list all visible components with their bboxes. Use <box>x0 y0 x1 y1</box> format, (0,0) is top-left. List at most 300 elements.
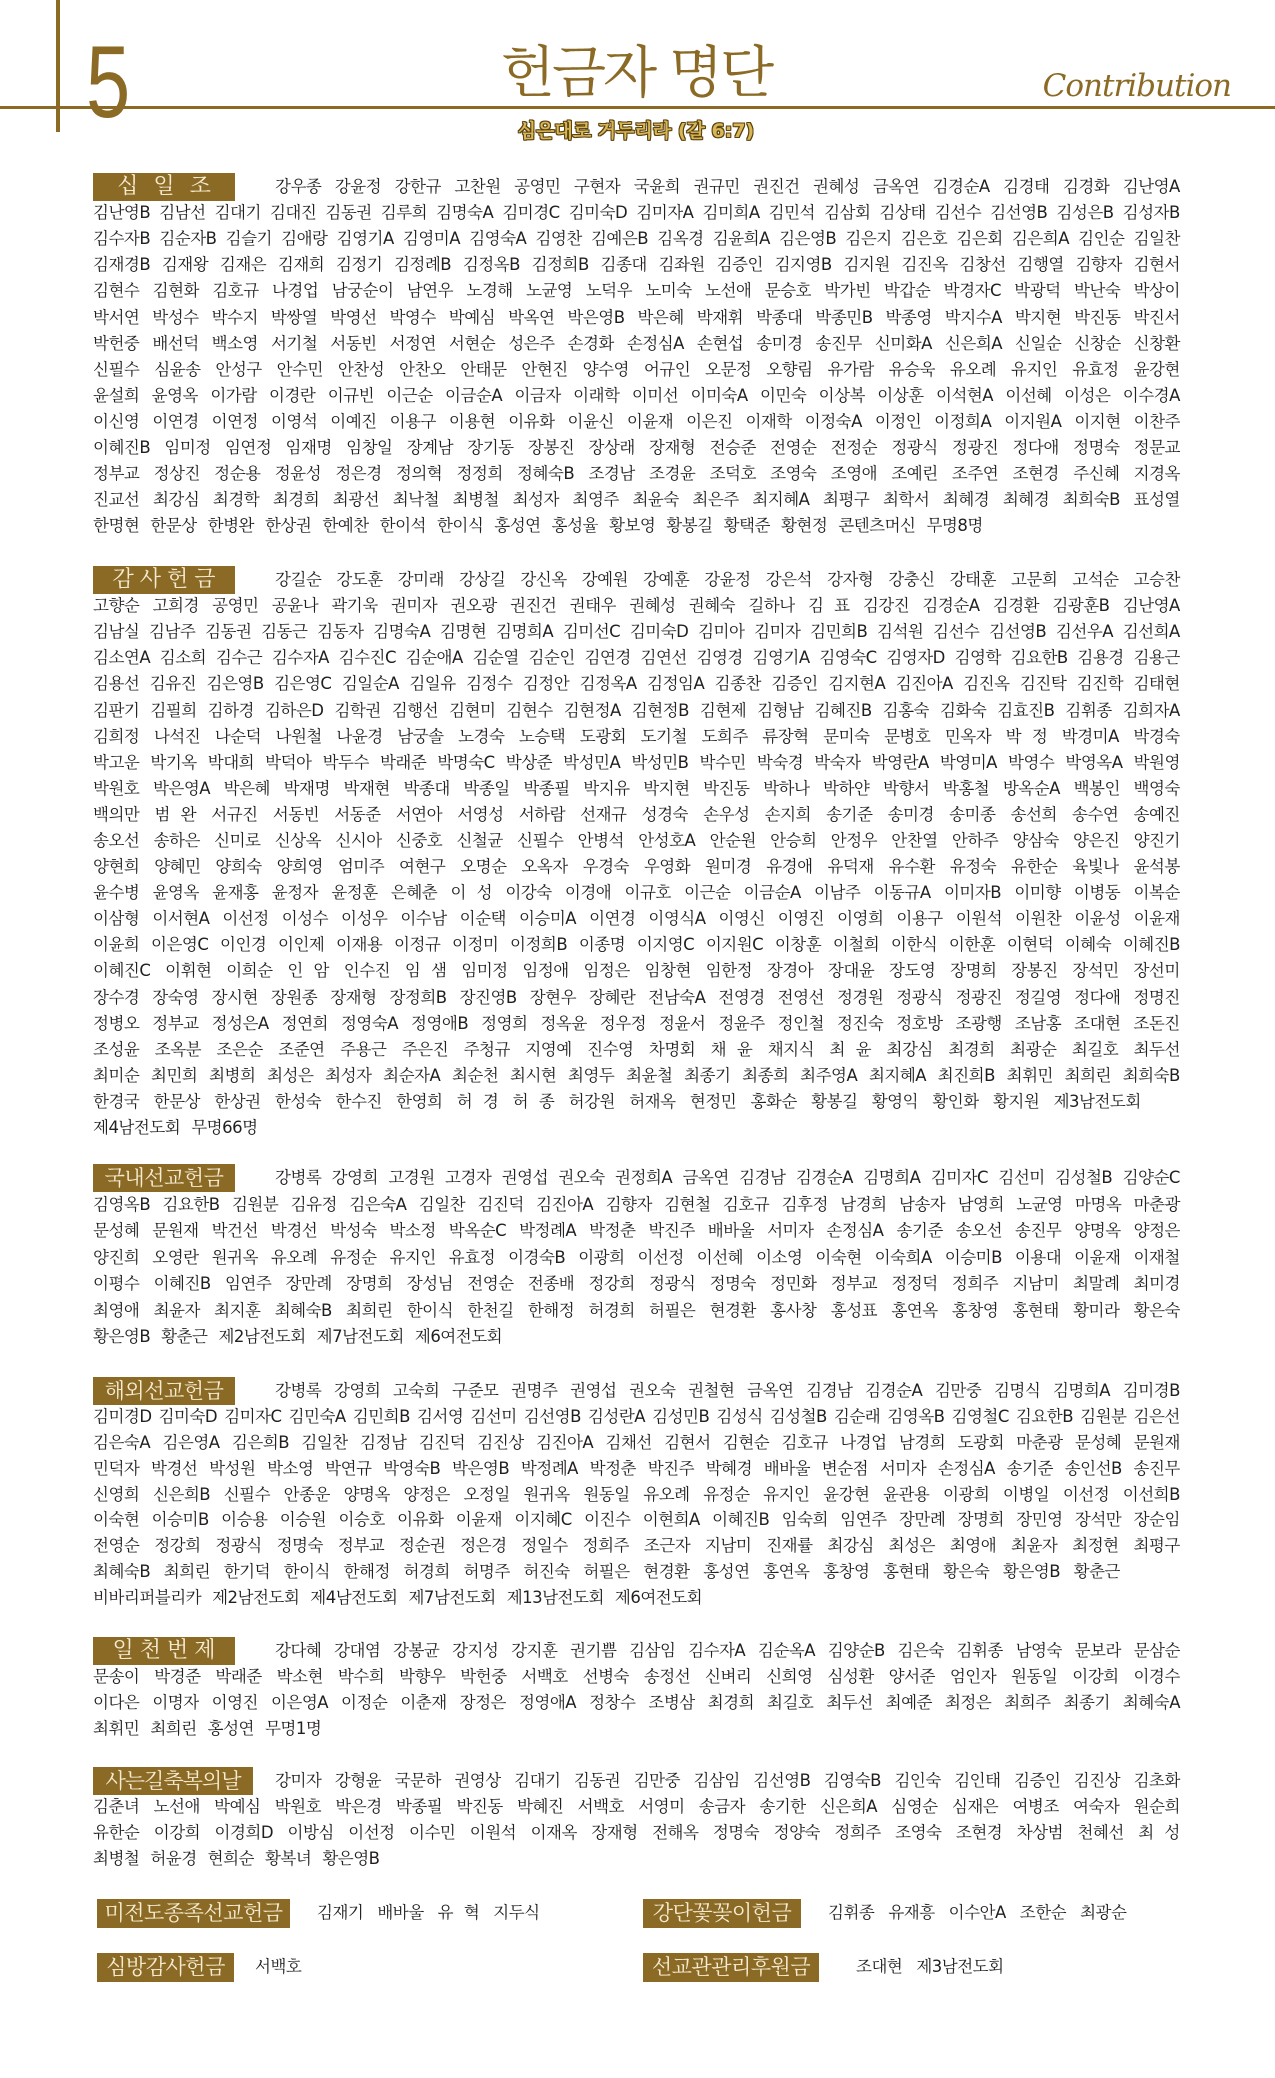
donor-name: 김미선C <box>562 622 621 642</box>
donor-name: 서동준 <box>334 804 381 824</box>
donor-name: 박상이 <box>1133 281 1180 301</box>
donor-name: 김재희 <box>277 255 325 275</box>
donor-name: 박진동 <box>456 1797 503 1816</box>
donor-name: 김형남 <box>757 700 804 720</box>
donor-name: 정순용 <box>214 464 261 484</box>
name-row <box>93 1037 1180 1063</box>
donor-name: 김진학 <box>1076 674 1124 694</box>
donor-name: 심영순 <box>891 1797 938 1816</box>
donor-name: 이윤재 <box>1074 1247 1121 1267</box>
donor-name: 이영진 <box>777 909 825 929</box>
donor-name: 신미화A <box>874 333 932 353</box>
donor-name: 이래학 <box>573 385 620 405</box>
donor-name: 박지현 <box>643 778 690 798</box>
donor-name: 유오례 <box>949 359 997 379</box>
donor-name: 강다혜 <box>275 1641 322 1660</box>
donor-name: 홍창영 <box>951 1300 999 1320</box>
donor-name: 서연아 <box>395 804 443 824</box>
donor-name: 김인숙 <box>894 1771 941 1790</box>
donor-name: 정광진 <box>951 437 999 457</box>
donor-name: 노덕우 <box>585 281 633 301</box>
donor-name: 지경옥 <box>1133 464 1180 484</box>
donor-name: 박정례A <box>519 1221 577 1241</box>
donor-name: 박예심 <box>214 1797 261 1816</box>
donor-name: 송예진 <box>1133 804 1180 824</box>
name-row <box>93 1768 1180 1794</box>
donor-name: 정희주 <box>951 1274 999 1294</box>
donor-name: 정순권 <box>399 1536 446 1556</box>
donor-name: 양은진 <box>1073 830 1120 850</box>
donor-name: 이혜진B <box>93 437 151 457</box>
donor-name: 김정남 <box>360 1432 407 1452</box>
donor-name: 김은희A <box>1011 229 1069 249</box>
donor-name: 김은회 <box>956 229 1003 249</box>
donor-name: 박고운 <box>93 752 140 772</box>
donor-name: 전영선 <box>777 987 824 1007</box>
donor-name: 최종희 <box>742 1065 789 1085</box>
donor-name: 윤정훈 <box>331 883 378 903</box>
donor-name: 지두식 <box>493 1903 540 1922</box>
donor-name: 박영미A <box>939 752 997 772</box>
donor-name: 송기준 <box>826 804 873 824</box>
name-row <box>93 278 1180 304</box>
donor-name: 이경숙B <box>508 1247 566 1267</box>
donor-name: 안성호A <box>638 830 696 850</box>
donor-name: 여병조 <box>1012 1797 1059 1816</box>
donor-name: 나원철 <box>275 726 322 746</box>
donor-name: 한이석 <box>379 516 426 536</box>
donor-name: 문송이 <box>93 1667 140 1686</box>
donor-name: 한이식 <box>283 1562 330 1582</box>
donor-name: 권혜숙 <box>688 596 736 616</box>
donor-name: 김대진 <box>269 203 317 223</box>
donor-name: 박경자C <box>943 281 1001 301</box>
donor-name: 최 성 <box>1138 1823 1180 1842</box>
donor-name: 홍성율 <box>551 516 598 536</box>
donor-name: 김미희A <box>702 203 760 223</box>
donor-name: 김민석 <box>768 203 815 223</box>
donor-name: 전정순 <box>830 437 878 457</box>
donor-name: 서규진 <box>211 804 258 824</box>
name-row <box>93 357 1180 383</box>
donor-name: 신필수 <box>93 359 140 379</box>
donor-name: 장숙영 <box>152 987 199 1007</box>
donor-name: 홍성연 <box>494 516 541 536</box>
donor-name: 김영숙A <box>469 229 527 249</box>
donor-name: 권정희A <box>615 1168 673 1188</box>
donor-name: 정강희 <box>588 1274 635 1294</box>
donor-name: 이재옥 <box>530 1823 577 1842</box>
donor-name: 장석민 <box>1072 961 1119 981</box>
donor-name: 김경남 <box>806 1380 853 1400</box>
donor-name: 강병록 <box>275 1168 322 1188</box>
donor-name: 김혜진B <box>814 700 872 720</box>
donor-name: 이창훈 <box>774 935 822 955</box>
donor-name: 박종민B <box>815 307 873 327</box>
donor-name: 이금순A <box>743 883 801 903</box>
donor-name: 김만중 <box>934 1380 982 1400</box>
donor-name: 최성은 <box>888 1536 935 1556</box>
donor-name: 어규인 <box>643 359 691 379</box>
donor-name: 한상권 <box>264 516 312 536</box>
donor-name: 김선미 <box>470 1406 517 1426</box>
donor-name: 김유정 <box>290 1194 337 1214</box>
donor-name: 박성숙 <box>330 1221 377 1241</box>
donor-name: 현경환 <box>709 1300 756 1320</box>
donor-name: 전영경 <box>718 987 765 1007</box>
donor-name: 정은경 <box>460 1536 507 1556</box>
donor-name: 남궁솔 <box>397 726 444 746</box>
donor-name: 박경선 <box>270 1221 318 1241</box>
donor-name: 문보라 <box>1074 1641 1121 1660</box>
name-row <box>93 252 1180 278</box>
donor-name: 신일순 <box>1015 333 1062 353</box>
donor-name: 허강원 <box>568 1091 615 1111</box>
name-row <box>93 1638 1180 1664</box>
donor-name: 이병일 <box>1002 1484 1050 1504</box>
donor-name: 이윤성 <box>1074 909 1121 929</box>
donor-name: 장대윤 <box>827 961 875 981</box>
donor-name: 최지혜A <box>868 1065 927 1085</box>
name-row <box>93 1507 1180 1533</box>
donor-name: 박종필 <box>523 778 570 798</box>
donor-name: 권기쁨 <box>570 1641 617 1660</box>
donor-name: 정희주 <box>582 1536 629 1556</box>
donor-name: 김재기 <box>317 1903 364 1922</box>
donor-name: 김선수 <box>933 622 980 642</box>
donor-name: 원동일 <box>1011 1667 1058 1686</box>
donor-name: 조영숙 <box>770 464 817 484</box>
donor-name: 한병완 <box>207 516 254 536</box>
donor-name: 한경국 <box>93 1091 140 1111</box>
donor-name: 황복녀 <box>264 1849 312 1868</box>
donor-name: 정민화 <box>770 1274 817 1294</box>
donor-name: 최두선 <box>1133 1039 1180 1059</box>
name-row <box>93 906 1180 932</box>
name-row <box>93 1115 1180 1141</box>
donor-name: 정혜숙B <box>517 464 575 484</box>
donor-name: 배바울 <box>707 1221 755 1241</box>
donor-name: 김현정B <box>631 700 689 720</box>
donor-name: 정윤서 <box>659 1013 706 1033</box>
donor-name: 김화숙 <box>939 700 987 720</box>
section-thousand-offering <box>93 1638 1180 1742</box>
donor-name: 홍현태 <box>1012 1300 1059 1320</box>
donor-name: 조은순 <box>216 1039 263 1059</box>
donor-name: 이용현 <box>448 411 496 431</box>
donor-name: 조돈진 <box>1133 1013 1180 1033</box>
donor-name: 김증인 <box>771 674 818 694</box>
donor-name: 송미경 <box>756 333 803 353</box>
donor-name: 유수환 <box>888 857 935 877</box>
name-row <box>93 487 1180 513</box>
donor-name: 김소연A <box>93 648 151 668</box>
donor-name: 안찬열 <box>891 830 938 850</box>
donor-name: 이삼형 <box>93 909 140 929</box>
donor-name: 전해옥 <box>652 1823 699 1842</box>
donor-name: 양진희 <box>93 1247 140 1267</box>
section-label: 사는길축복의날 <box>93 1767 253 1795</box>
donor-name: 한명현 <box>93 516 140 536</box>
donor-name: 이병동 <box>1073 883 1121 903</box>
donor-name: 김연경 <box>584 648 631 668</box>
donor-name: 윤관용 <box>883 1484 930 1504</box>
donor-name: 신은희A <box>819 1797 878 1816</box>
donor-name: 김성철B <box>769 1406 827 1426</box>
donor-name: 김미자C <box>930 1168 989 1188</box>
donor-name: 제7남전도회 <box>316 1327 404 1347</box>
donor-name: 최윤숙 <box>632 490 679 510</box>
donor-name: 김영철C <box>951 1406 1009 1426</box>
donor-name: 손우성 <box>703 804 750 824</box>
donor-name: 송수연 <box>1072 804 1119 824</box>
donor-name: 신미로 <box>214 830 261 850</box>
donor-name: 김유진 <box>149 674 197 694</box>
donor-name: 신영희 <box>93 1484 140 1504</box>
donor-name: 조경윤 <box>649 464 696 484</box>
donor-name: 송기준 <box>896 1221 943 1241</box>
name-row <box>93 1192 1180 1219</box>
donor-name: 손정심A <box>937 1458 995 1478</box>
donor-name: 이영석 <box>270 411 318 431</box>
donor-name: 최병철 <box>93 1849 140 1868</box>
donor-name: 이금자 <box>514 385 561 405</box>
donor-name: 최예준 <box>885 1693 932 1712</box>
donor-name: 박홍철 <box>942 778 990 798</box>
donor-name: 홍현태 <box>883 1562 930 1582</box>
donor-name: 정정덕 <box>891 1274 938 1294</box>
donor-name: 이근순 <box>386 385 433 405</box>
donor-name: 임숙희 <box>781 1510 828 1530</box>
donor-name: 유재흥 <box>888 1903 935 1922</box>
donor-name: 이혜숙 <box>1064 935 1112 955</box>
donor-name: 장명희 <box>950 961 997 981</box>
donor-name: 이인제 <box>278 935 325 955</box>
donor-name: 김민희B <box>810 622 868 642</box>
donor-name: 정명숙 <box>1073 437 1120 457</box>
donor-name: 류장혁 <box>762 726 809 746</box>
donor-name: 지남미 <box>1012 1274 1059 1294</box>
name-row <box>93 671 1180 697</box>
donor-name: 한기덕 <box>223 1562 271 1582</box>
donor-name: 임연정 <box>224 437 272 457</box>
donor-name: 심윤송 <box>154 359 201 379</box>
donor-name: 정광식 <box>896 987 943 1007</box>
donor-name: 김은영B <box>779 229 837 249</box>
donor-name: 백의만 <box>93 804 140 824</box>
donor-name: 김성은B <box>1056 203 1114 223</box>
donor-name: 박영숙B <box>383 1458 441 1478</box>
donor-name: 서백호 <box>577 1797 624 1816</box>
donor-name: 박수희 <box>337 1667 385 1686</box>
donor-name: 김정수 <box>466 674 513 694</box>
donor-name: 이지원A <box>1004 411 1062 431</box>
donor-name: 최혜숙B <box>93 1562 151 1582</box>
donor-name: 무명66명 <box>191 1118 258 1138</box>
donor-name: 이선정 <box>348 1823 395 1842</box>
donor-name: 박래준 <box>215 1667 262 1686</box>
name-row <box>93 1559 1120 1585</box>
donor-name: 길하나 <box>748 596 795 616</box>
name-row <box>93 1089 1141 1115</box>
donor-name: 방옥순A <box>1002 778 1060 798</box>
donor-name: 한이식 <box>436 516 484 536</box>
donor-name: 김미숙D <box>629 622 689 642</box>
donor-name: 이찬주 <box>1133 411 1180 431</box>
donor-name: 이철희 <box>832 935 880 955</box>
donor-name: 육빛나 <box>1072 857 1119 877</box>
donor-name: 장봉진 <box>1011 961 1058 981</box>
donor-name: 김동근 <box>261 622 308 642</box>
donor-name: 허필은 <box>649 1300 696 1320</box>
donor-name: 임창현 <box>644 961 691 981</box>
donor-name: 정정희 <box>456 464 503 484</box>
donor-name: 조한순 <box>1019 1903 1067 1922</box>
donor-name: 정강희 <box>154 1536 201 1556</box>
donor-name: 이경수 <box>1133 1667 1180 1686</box>
donor-name: 송진무 <box>1133 1458 1180 1478</box>
donor-name: 김영찬 <box>535 229 582 249</box>
donor-name: 원귀옥 <box>523 1484 570 1504</box>
page-subtitle-verse: 심은대로 거두리라 (갈 6:7) <box>517 120 755 142</box>
donor-name: 박예심 <box>448 307 496 327</box>
donor-name: 김요한B <box>1010 648 1068 668</box>
donor-name: 이상훈 <box>877 385 924 405</box>
donor-name: 범 완 <box>154 804 197 824</box>
donor-name: 유승욱 <box>888 359 935 379</box>
donor-name: 권영섭 <box>501 1168 549 1188</box>
donor-name: 최희린 <box>150 1719 197 1738</box>
donor-name: 정병오 <box>93 1013 140 1033</box>
donor-name: 정일수 <box>521 1536 568 1556</box>
donor-name: 정호방 <box>896 1013 943 1033</box>
donor-name: 금옥연 <box>747 1380 794 1400</box>
donor-name: 이은영A <box>270 1693 329 1712</box>
donor-name: 이수남 <box>400 909 447 929</box>
donor-name: 권태우 <box>569 596 616 616</box>
donor-name: 조예린 <box>891 464 938 484</box>
donor-name: 윤재홍 <box>212 883 259 903</box>
donor-name: 문성혜 <box>93 1221 140 1241</box>
donor-name: 심재은 <box>951 1797 999 1816</box>
donor-name: 황춘근 <box>161 1327 208 1347</box>
donor-name: 공윤나 <box>271 596 319 616</box>
donor-name: 김서영 <box>416 1406 464 1426</box>
donor-name: 최미순 <box>93 1065 140 1085</box>
donor-name: 김삼임 <box>629 1641 676 1660</box>
donor-name: 이선혜 <box>1005 385 1052 405</box>
section-label: 일천번제 <box>93 1637 235 1665</box>
donor-name: 민덕자 <box>93 1458 140 1478</box>
donor-name: 최영애 <box>93 1300 140 1320</box>
donor-name: 최은주 <box>692 490 739 510</box>
donor-name: 한문상 <box>150 516 197 536</box>
page-title: 헌금자 명단 <box>500 41 772 106</box>
donor-name: 김경환 <box>992 596 1040 616</box>
donor-name: 이미선 <box>631 385 679 405</box>
donor-name: 민옥자 <box>944 726 992 746</box>
donor-name: 강충신 <box>888 570 935 590</box>
donor-name: 김 표 <box>807 596 850 616</box>
donor-name: 최낙철 <box>392 490 440 510</box>
donor-name: 최병희 <box>209 1065 256 1085</box>
donor-name: 표성열 <box>1133 490 1180 510</box>
donor-name: 강예훈 <box>642 570 690 590</box>
name-row <box>93 1271 1180 1298</box>
donor-name: 김만중 <box>633 1771 681 1790</box>
donor-name: 김경순A <box>922 596 980 616</box>
donor-name: 백봉인 <box>1073 778 1120 798</box>
donor-name: 이숙희A <box>874 1247 932 1267</box>
donor-name: 우영화 <box>643 857 691 877</box>
donor-name: 박경미A <box>1061 726 1119 746</box>
donor-name: 김순자B <box>159 229 217 249</box>
donor-name: 조남홍 <box>1014 1013 1062 1033</box>
donor-name: 손경화 <box>567 333 614 353</box>
donor-name: 정인철 <box>777 1013 824 1033</box>
donor-name: 김진아A <box>895 674 953 694</box>
name-row <box>93 1011 1180 1037</box>
donor-name: 김용선 <box>93 674 140 694</box>
donor-name: 이현희A <box>642 1510 700 1530</box>
donor-name: 이가람 <box>210 385 257 405</box>
donor-name: 이선정 <box>637 1247 684 1267</box>
donor-name: 조주연 <box>951 464 999 484</box>
donor-name: 김재왕 <box>161 255 209 275</box>
donor-name: 이정미 <box>452 935 499 955</box>
donor-name: 허 종 <box>512 1091 555 1111</box>
donor-name: 최 윤 <box>829 1039 872 1059</box>
donor-name: 박성민A <box>563 752 621 772</box>
donor-name: 송기한 <box>759 1797 806 1816</box>
donor-name: 강윤정 <box>334 177 382 197</box>
donor-name: 최종기 <box>684 1065 731 1085</box>
donor-name: 김지영B <box>774 255 832 275</box>
donor-name: 조대현 <box>1074 1013 1121 1033</box>
donor-name: 이규호 <box>624 883 671 903</box>
donor-name: 서하람 <box>518 804 566 824</box>
donor-name: 허윤경 <box>150 1849 197 1868</box>
donor-name: 최광선 <box>332 490 380 510</box>
donor-name: 안종운 <box>283 1484 330 1504</box>
donor-name: 장재형 <box>330 987 377 1007</box>
donor-name: 이유화 <box>397 1510 444 1530</box>
donor-name: 조준연 <box>278 1039 325 1059</box>
section-unreached-mission <box>97 1898 540 1928</box>
donor-name: 서기철 <box>270 333 318 353</box>
donor-name: 비바리퍼블리카 <box>93 1588 202 1608</box>
donor-name: 전승준 <box>709 437 756 457</box>
donor-name: 권혜성 <box>813 177 860 197</box>
donor-name: 강지훈 <box>511 1641 558 1660</box>
donor-name: 김원분 <box>231 1194 279 1214</box>
donor-name: 김선희A <box>1122 622 1180 642</box>
donor-name: 김동권 <box>325 203 372 223</box>
donor-name: 이연정 <box>211 411 258 431</box>
donor-name: 유효정 <box>1072 359 1119 379</box>
donor-name: 권혜성 <box>629 596 676 616</box>
name-row <box>93 828 1180 854</box>
donor-name: 박영수 <box>389 307 436 327</box>
donor-name: 김호규 <box>781 1432 828 1452</box>
donor-name: 황은영B <box>1002 1562 1061 1582</box>
donor-name: 김진상 <box>1073 1771 1121 1790</box>
donor-name: 김광훈B <box>1052 596 1110 616</box>
donor-name: 한예찬 <box>322 516 369 536</box>
donor-name: 마춘광 <box>1016 1432 1063 1452</box>
donor-name: 김명숙A <box>373 622 431 642</box>
donor-name: 허 경 <box>456 1091 499 1111</box>
